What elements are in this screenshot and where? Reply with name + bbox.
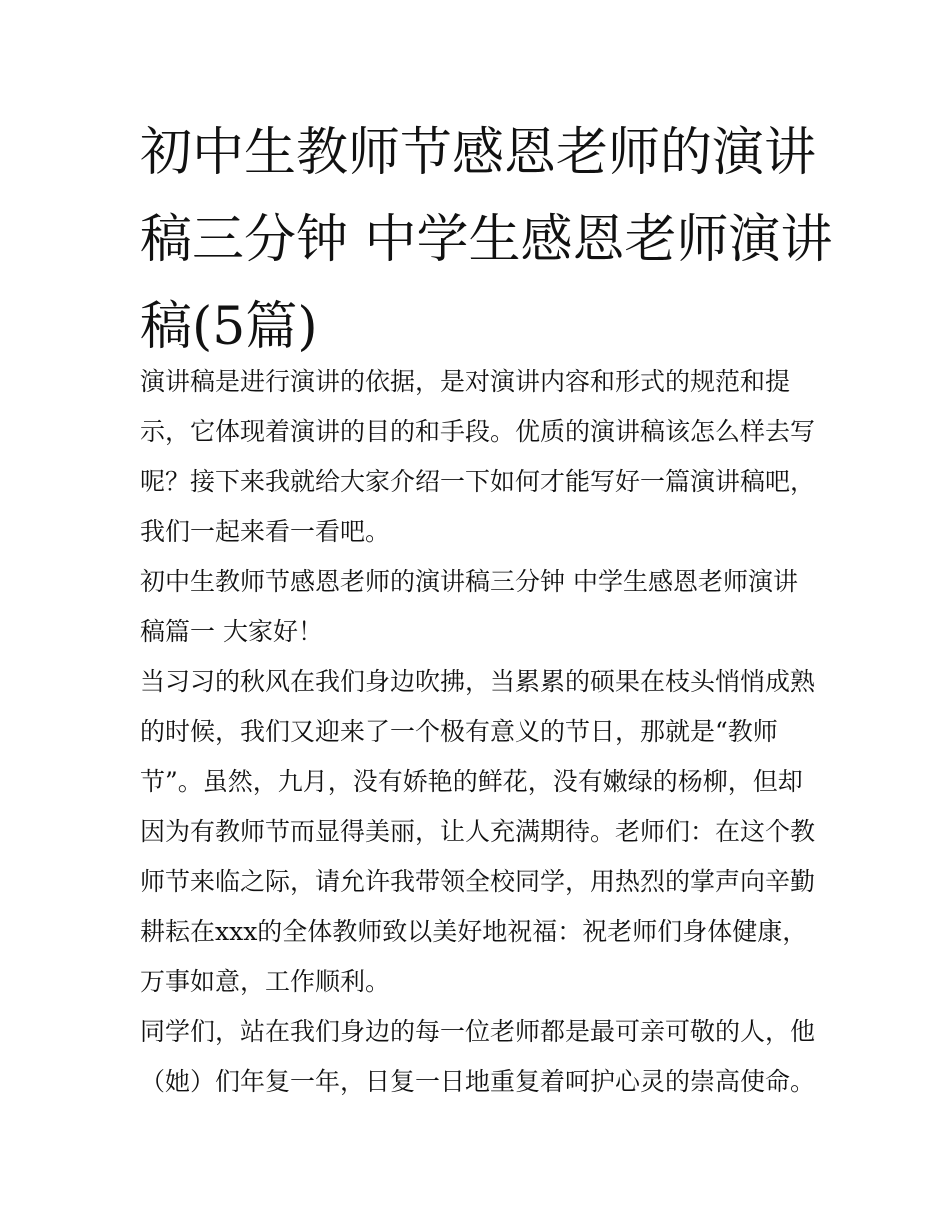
body-paragraph: 同学们，站在我们身边的每一位老师都是最可亲可敬的人，他（她）们年复一年，日复一日地重复着呵护心灵的崇高使命。 <box>140 1017 816 1096</box>
body-paragraph: 当习习的秋风在我们身边吹拂，当累累的硕果在枝头悄悄成熟的时候，我们又迎来了一个极有意义的节日，那就是“教师节”。虽然，九月，没有娇艳的鲜花，没有嫩绿的杨柳，但却因为有教师节而显得美丽，让人充满期待。老师们：在这个教师节来临之际，请允许我带领全校同学，用热烈的掌声向辛勤耕耘在xxx的全体教师致以美好地祝福：祝老师们身体健康，万事如意，工作顺利。 <box>140 667 816 996</box>
section-heading-paragraph: 初中生教师节感恩老师的演讲稿三分钟 中学生感恩老师演讲稿篇一 大家好！ <box>140 567 798 646</box>
document-body <box>140 357 820 1107</box>
intro-paragraph: 演讲稿是进行演讲的依据，是对演讲内容和形式的规范和提示，它体现着演讲的目的和手段。优质的演讲稿该怎么样去写呢？接下来我就给大家介绍一下如何才能写好一篇演讲稿吧，我们一起来看一看吧。 <box>140 367 816 546</box>
document-title: 初中生教师节感恩老师的演讲稿三分钟 中学生感恩老师演讲稿(5篇) <box>140 123 833 357</box>
